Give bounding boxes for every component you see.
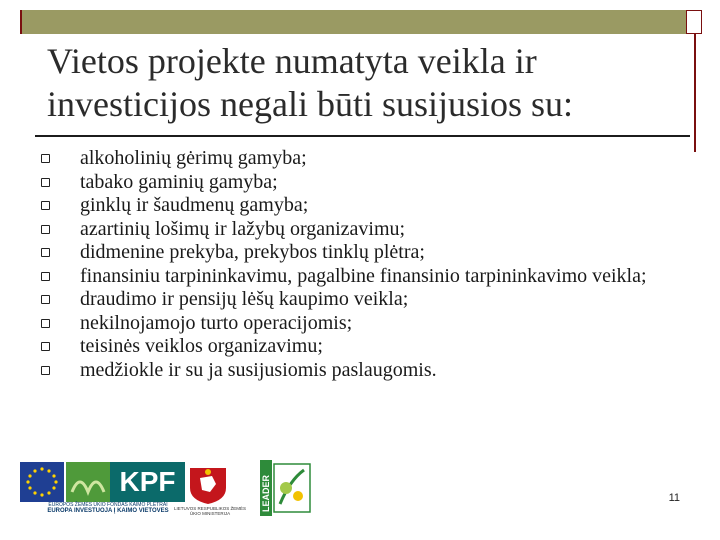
list-item-text: draudimo ir pensijų lėšų kaupimo veikla; [80, 288, 409, 310]
right-accent-line [694, 34, 696, 152]
leader-logo [260, 460, 312, 516]
square-bullet-icon [41, 295, 50, 304]
square-bullet-icon [41, 366, 50, 375]
list-item-text: azartinių lošimų ir lažybų organizavimu; [80, 217, 406, 240]
square-bullet-icon [41, 342, 50, 351]
list-item [38, 218, 698, 242]
page-number: 11 [668, 492, 680, 504]
list-item-text: alkoholinių gėrimų gamyba; [80, 147, 307, 169]
coat-of-arms-icon [182, 464, 234, 506]
title-divider [35, 135, 690, 137]
list-item-text: teisinės veiklos organizavimu; [80, 335, 323, 357]
square-bullet-icon [41, 154, 50, 163]
header-bar [22, 10, 688, 34]
left-accent-line [20, 10, 22, 34]
list-item [38, 171, 698, 195]
list-item-text: medžiokle ir su ja susijusiomis paslaugomis. [80, 358, 437, 381]
corner-square [686, 10, 702, 34]
sponsor-logos [10, 458, 330, 520]
kpf-logo: KPF [110, 462, 185, 502]
list-item [38, 147, 698, 171]
fund-caption: EUROPOS ŽEMĖS ŪKIO FONDAS KAIMO PLĖTRAI [48, 502, 168, 508]
list-item [38, 265, 698, 289]
list-item [38, 194, 698, 218]
fund-slogan: EUROPA INVESTUOJA Į KAIMO VIETOVES [47, 508, 169, 514]
square-bullet-icon [41, 319, 50, 328]
list-item-text: finansiniu tarpininkavimu, pagalbine finansinio tarpininkavimo veikla; [80, 264, 647, 287]
list-item-text: didmenine prekyba, prekybos tinklų plėtra; [80, 241, 425, 263]
list-item-text: tabako gaminių gamyba; [80, 170, 278, 193]
list-item [38, 312, 698, 336]
square-bullet-icon [41, 201, 50, 210]
bullet-list [38, 147, 698, 382]
list-item-text: nekilnojamojo turto operacijomis; [80, 311, 353, 334]
square-bullet-icon [41, 272, 50, 281]
list-item [38, 335, 698, 359]
slide-title: Vietos projekte numatyta veikla ir investicijos negali būti susijusios su: [47, 41, 574, 124]
leader-text: LEADER [261, 474, 271, 512]
list-item [38, 241, 698, 265]
square-bullet-icon [41, 178, 50, 187]
ministry-caption: LIETUVOS RESPUBLIKOS ŽEMĖS ŪKIO MINISTERIJA [173, 506, 247, 516]
list-item [38, 359, 698, 383]
square-bullet-icon [41, 225, 50, 234]
eu-flag-logo [20, 462, 110, 502]
list-item-text: ginklų ir šaudmenų gamyba; [80, 194, 309, 216]
square-bullet-icon [41, 248, 50, 257]
list-item [38, 288, 698, 312]
